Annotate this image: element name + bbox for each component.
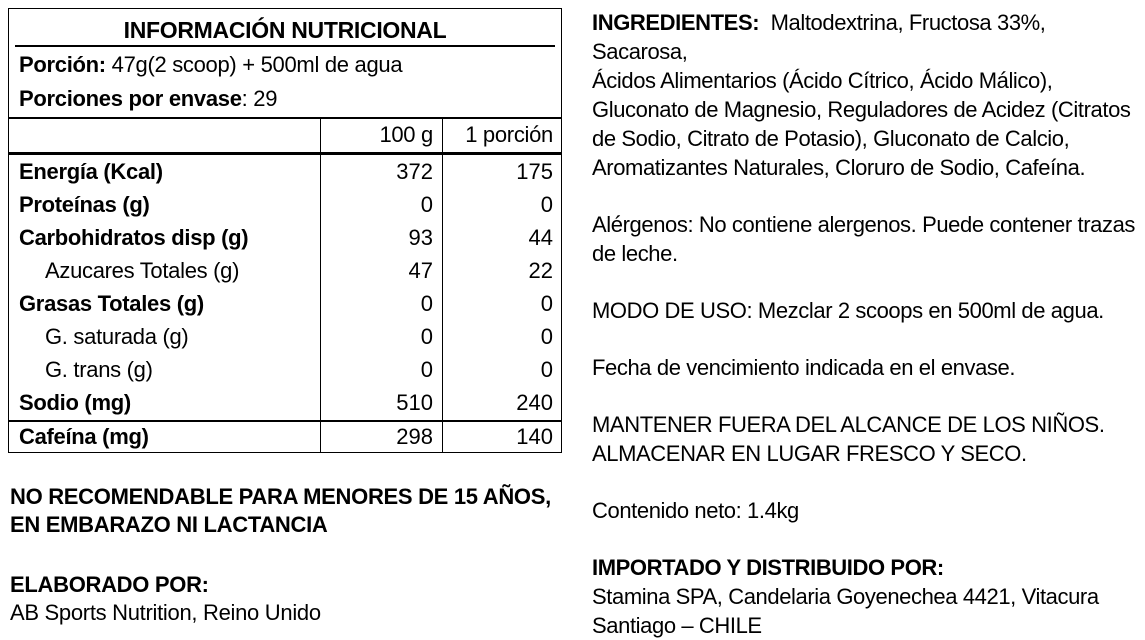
servings-line bbox=[19, 85, 277, 113]
warning-line: EN EMBARAZO NI LACTANCIA bbox=[10, 512, 328, 537]
column-header-rule bbox=[9, 152, 561, 155]
value-portion: 140 bbox=[516, 424, 553, 449]
manufacturer-block bbox=[10, 571, 570, 627]
portion-label: Porción: bbox=[19, 52, 106, 77]
nutrition-title: INFORMACIÓN NUTRICIONAL bbox=[123, 17, 447, 43]
value-100g: 93 bbox=[408, 225, 433, 250]
ingredients-line: Gluconato de Magnesio, Reguladores de Acidez (Citratos bbox=[592, 97, 1131, 122]
ingredients-block bbox=[592, 8, 1140, 182]
allergens-line: de leche. bbox=[592, 241, 678, 266]
nutrient-name: G. saturada (g) bbox=[45, 324, 189, 349]
value-portion: 175 bbox=[516, 159, 553, 184]
ingredients-line: Ácidos Alimentarios (Ácido Cítrico, Ácido Málico), bbox=[592, 68, 1053, 93]
nutrition-facts-table bbox=[8, 8, 562, 453]
value-100g: 47 bbox=[408, 258, 433, 283]
value-100g: 0 bbox=[420, 357, 433, 382]
value-100g: 0 bbox=[420, 192, 433, 217]
nutrient-name: Cafeína (mg) bbox=[19, 424, 149, 449]
ingredients-label: INGREDIENTES: bbox=[592, 10, 760, 35]
nutrient-row bbox=[9, 255, 561, 288]
ingredients-text: Maltodextrina, Fructosa 33%, Sacarosa, bbox=[592, 10, 1046, 64]
warning-line: NO RECOMENDABLE PARA MENORES DE 15 AÑOS, bbox=[10, 484, 551, 509]
servings-label: Porciones por envase bbox=[19, 86, 242, 111]
title-rule bbox=[15, 45, 555, 47]
nutrient-row bbox=[9, 189, 561, 222]
nutrient-row bbox=[9, 156, 561, 189]
nutrient-row bbox=[9, 222, 561, 255]
value-portion: 0 bbox=[540, 192, 553, 217]
portion-line bbox=[19, 51, 402, 79]
servings-value: : 29 bbox=[241, 86, 278, 111]
header-rule bbox=[9, 117, 561, 119]
nutrient-name: Proteínas (g) bbox=[19, 192, 150, 217]
value-portion: 240 bbox=[516, 390, 553, 415]
ingredients-line: Aromatizantes Naturales, Cloruro de Sodio, Cafeína. bbox=[592, 155, 1086, 180]
column-header-100g: 100 g bbox=[379, 122, 433, 147]
nutrient-row bbox=[9, 421, 561, 454]
age-warning bbox=[10, 483, 570, 539]
nutrient-name: Energía (Kcal) bbox=[19, 159, 163, 184]
allergens-line: Alérgenos: No contiene alergenos. Puede contener trazas bbox=[592, 212, 1136, 237]
value-portion: 0 bbox=[540, 291, 553, 316]
value-100g: 372 bbox=[396, 159, 433, 184]
column-header-portion: 1 porción bbox=[465, 122, 553, 147]
value-portion: 0 bbox=[540, 324, 553, 349]
value-100g: 0 bbox=[420, 291, 433, 316]
importer-label: IMPORTADO Y DISTRIBUIDO POR: bbox=[592, 555, 944, 580]
usage-text: MODO DE USO: Mezclar 2 scoops en 500ml de agua. bbox=[592, 298, 1104, 323]
value-portion: 0 bbox=[540, 357, 553, 382]
manufacturer-value: AB Sports Nutrition, Reino Unido bbox=[10, 600, 321, 625]
value-portion: 22 bbox=[528, 258, 553, 283]
nutrient-name: Sodio (mg) bbox=[19, 390, 131, 415]
importer-line: Santiago – CHILE bbox=[592, 613, 762, 638]
expiry-text: Fecha de vencimiento indicada en el envase. bbox=[592, 355, 1016, 380]
nutrient-name: G. trans (g) bbox=[45, 357, 153, 382]
nutrient-row bbox=[9, 321, 561, 354]
portion-value: 47g(2 scoop) + 500ml de agua bbox=[111, 52, 403, 77]
net-content-text: Contenido neto: 1.4kg bbox=[592, 498, 799, 523]
nutrient-name: Grasas Totales (g) bbox=[19, 291, 204, 316]
ingredients-line bbox=[592, 8, 1140, 66]
nutrient-name: Azucares Totales (g) bbox=[45, 258, 240, 283]
value-100g: 510 bbox=[396, 390, 433, 415]
nutrient-row bbox=[9, 354, 561, 387]
label-text-column bbox=[592, 8, 1140, 640]
storage-line: ALMACENAR EN LUGAR FRESCO Y SECO. bbox=[592, 441, 1027, 466]
value-portion: 44 bbox=[528, 225, 553, 250]
importer-line: Stamina SPA, Candelaria Goyenechea 4421, Vitacura bbox=[592, 584, 1099, 609]
importer-block bbox=[592, 553, 1140, 640]
value-100g: 0 bbox=[420, 324, 433, 349]
storage-line: MANTENER FUERA DEL ALCANCE DE LOS NIÑOS. bbox=[592, 412, 1105, 437]
manufacturer-label: ELABORADO POR: bbox=[10, 572, 209, 597]
storage-block bbox=[592, 410, 1140, 468]
nutrient-name: Carbohidratos disp (g) bbox=[19, 225, 249, 250]
nutrient-row bbox=[9, 288, 561, 321]
nutrient-row bbox=[9, 387, 561, 420]
ingredients-line: de Sodio, Citrato de Potasio), Gluconato de Calcio, bbox=[592, 126, 1070, 151]
allergens-block bbox=[592, 210, 1140, 268]
value-100g: 298 bbox=[396, 424, 433, 449]
